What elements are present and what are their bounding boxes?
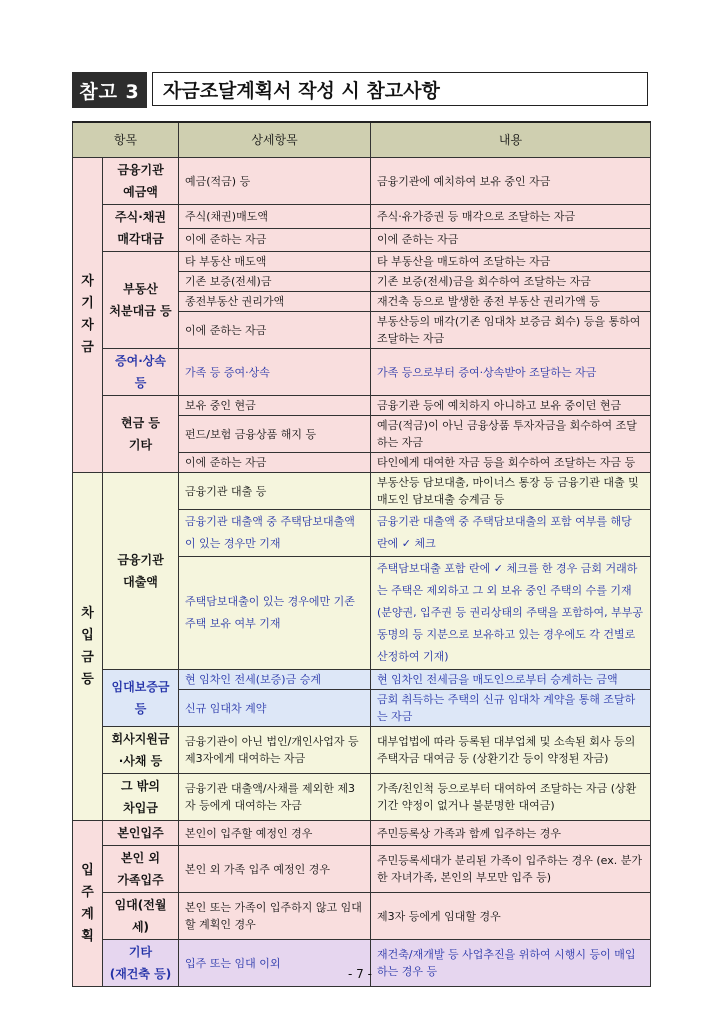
detail-cell: 금융기관 대출 등 xyxy=(179,473,371,510)
content-cell: 금융기관 등에 예치하지 아니하고 보유 중이던 현금 xyxy=(371,396,651,416)
detail-cell: 이에 준하는 자금 xyxy=(179,228,371,252)
page-title-block xyxy=(72,72,650,108)
content-cell: 재건축 등으로 발생한 종전 부동산 권리가액 등 xyxy=(371,292,651,312)
group-borrowing: 차 입 금 등 xyxy=(73,473,103,821)
table-row xyxy=(73,821,651,846)
sub-lease: 임대보증금 등 xyxy=(103,670,179,727)
content-cell: 금융기관 대출액 중 주택담보대출의 포함 여부를 해당 란에 ✓ 체크 xyxy=(371,510,651,557)
detail-cell: 이에 준하는 자금 xyxy=(179,453,371,473)
content-cell: 주민등록상 가족과 함께 입주하는 경우 xyxy=(371,821,651,846)
content-cell: 가족/친인척 등으로부터 대여하여 조달하는 자금 (상환기간 약정이 없거나 불분명한 대여금) xyxy=(371,774,651,821)
sub-rent: 임대(전월세) xyxy=(103,893,179,940)
content-cell: 제3자 등에게 임대할 경우 xyxy=(371,893,651,940)
sub-realestate: 부동산 처분대금 등 xyxy=(103,252,179,349)
sub-bankloan: 금융기관 대출액 xyxy=(103,473,179,670)
content-cell: 예금(적금)이 아닌 금융상품 투자자금을 회수하여 조달하는 자금 xyxy=(371,416,651,453)
sub-otherloan: 그 밖의 차입금 xyxy=(103,774,179,821)
page-title: 자금조달계획서 작성 시 참고사항 xyxy=(152,72,648,106)
detail-cell: 주식(채권)매도액 xyxy=(179,205,371,229)
content-cell: 타인에게 대여한 자금 등을 회수하여 조달하는 자금 등 xyxy=(371,453,651,473)
sub-selfmove: 본인입주 xyxy=(103,821,179,846)
detail-cell: 타 부동산 매도액 xyxy=(179,252,371,272)
column-header-detail: 상세항목 xyxy=(179,122,371,158)
sub-gift: 증여·상속 등 xyxy=(103,349,179,396)
table-row xyxy=(73,727,651,774)
sub-familymove: 본인 외 가족입주 xyxy=(103,846,179,893)
group-self-funds: 자 기 자 금 xyxy=(73,158,103,473)
table-row xyxy=(73,774,651,821)
content-cell: 금회 취득하는 주택의 신규 임대차 계약을 통해 조달하는 자금 xyxy=(371,690,651,727)
table-row xyxy=(73,670,651,690)
table-row xyxy=(73,473,651,510)
content-cell: 기존 보증(전세)금을 회수하여 조달하는 자금 xyxy=(371,272,651,292)
table-row xyxy=(73,158,651,205)
table-header-row xyxy=(73,122,651,158)
detail-cell: 이에 준하는 자금 xyxy=(179,312,371,349)
detail-cell: 현 임차인 전세(보증)금 승계 xyxy=(179,670,371,690)
detail-cell: 신규 임대차 계약 xyxy=(179,690,371,727)
reference-table xyxy=(72,121,651,987)
sub-etcmove: 기타 (재건축 등) xyxy=(103,940,179,987)
detail-cell: 금융기관 대출액/사채를 제외한 제3자 등에게 대여하는 자금 xyxy=(179,774,371,821)
sub-cash: 현금 등 기타 xyxy=(103,396,179,473)
table-row xyxy=(73,893,651,940)
content-cell: 현 임차인 전세금을 매도인으로부터 승계하는 금액 xyxy=(371,670,651,690)
table-row xyxy=(73,396,651,416)
table-row xyxy=(73,846,651,893)
table-row xyxy=(73,349,651,396)
detail-cell: 보유 중인 현금 xyxy=(179,396,371,416)
detail-cell: 본인 또는 가족이 입주하지 않고 임대할 계획인 경우 xyxy=(179,893,371,940)
content-cell: 타 부동산을 매도하여 조달하는 자금 xyxy=(371,252,651,272)
sub-stock: 주식·채권 매각대금 xyxy=(103,205,179,252)
content-cell: 이에 준하는 자금 xyxy=(371,228,651,252)
detail-cell: 예금(적금) 등 xyxy=(179,158,371,205)
content-cell: 주민등록세대가 분리된 가족이 입주하는 경우 (ex. 분가한 자녀가족, 본인의 부모만 입주 등) xyxy=(371,846,651,893)
content-cell: 주택담보대출 포함 란에 ✓ 체크를 한 경우 금회 거래하는 주택은 제외하고 그 외 보유 중인 주택의 수를 기재 (분양권, 입주권 등 권리상태의 주택을 포함하여, 부부공동명의 등 지분으로 보유하고 있는 경우에도 각 건별로 산정하여 기재) xyxy=(371,557,651,670)
content-cell: 주식·유가증권 등 매각으로 조달하는 자금 xyxy=(371,205,651,229)
sub-corp: 회사지원금 ·사채 등 xyxy=(103,727,179,774)
page-number: - 7 - xyxy=(348,967,372,981)
detail-cell: 주택담보대출이 있는 경우에만 기존 주택 보유 여부 기재 xyxy=(179,557,371,670)
section-badge: 참고 3 xyxy=(72,72,147,108)
detail-cell: 가족 등 증여·상속 xyxy=(179,349,371,396)
content-cell: 부동산등 담보대출, 마이너스 통장 등 금융기관 대출 및 매도인 담보대출 승계금 등 xyxy=(371,473,651,510)
column-header-content: 내용 xyxy=(371,122,651,158)
group-move-in-plan: 입 주 계 획 xyxy=(73,821,103,987)
detail-cell: 종전부동산 권리가액 xyxy=(179,292,371,312)
table-row xyxy=(73,205,651,229)
content-cell: 대부업법에 따라 등록된 대부업체 및 소속된 회사 등의 주택자금 대여금 등 (상환기간 등이 약정된 자금) xyxy=(371,727,651,774)
detail-cell: 금융기관이 아닌 법인/개인사업자 등 제3자에게 대여하는 자금 xyxy=(179,727,371,774)
detail-cell: 기존 보증(전세)금 xyxy=(179,272,371,292)
detail-cell: 펀드/보험 금융상품 해지 등 xyxy=(179,416,371,453)
content-cell: 재건축/재개발 등 사업추진을 위하여 시행시 등이 매입하는 경우 등 xyxy=(371,940,651,987)
detail-cell: 입주 또는 임대 이외 xyxy=(179,940,371,987)
detail-cell: 본인 외 가족 입주 예정인 경우 xyxy=(179,846,371,893)
detail-cell: 금융기관 대출액 중 주택담보대출액이 있는 경우만 기재 xyxy=(179,510,371,557)
table-row xyxy=(73,252,651,272)
content-cell: 가족 등으로부터 증여·상속받아 조달하는 자금 xyxy=(371,349,651,396)
detail-cell: 본인이 입주할 예정인 경우 xyxy=(179,821,371,846)
content-cell: 부동산등의 매각(기존 임대차 보증금 회수) 등을 통하여 조달하는 자금 xyxy=(371,312,651,349)
sub-deposit: 금융기관 예금액 xyxy=(103,158,179,205)
column-header-item: 항목 xyxy=(73,122,179,158)
content-cell: 금융기관에 예치하여 보유 중인 자금 xyxy=(371,158,651,205)
